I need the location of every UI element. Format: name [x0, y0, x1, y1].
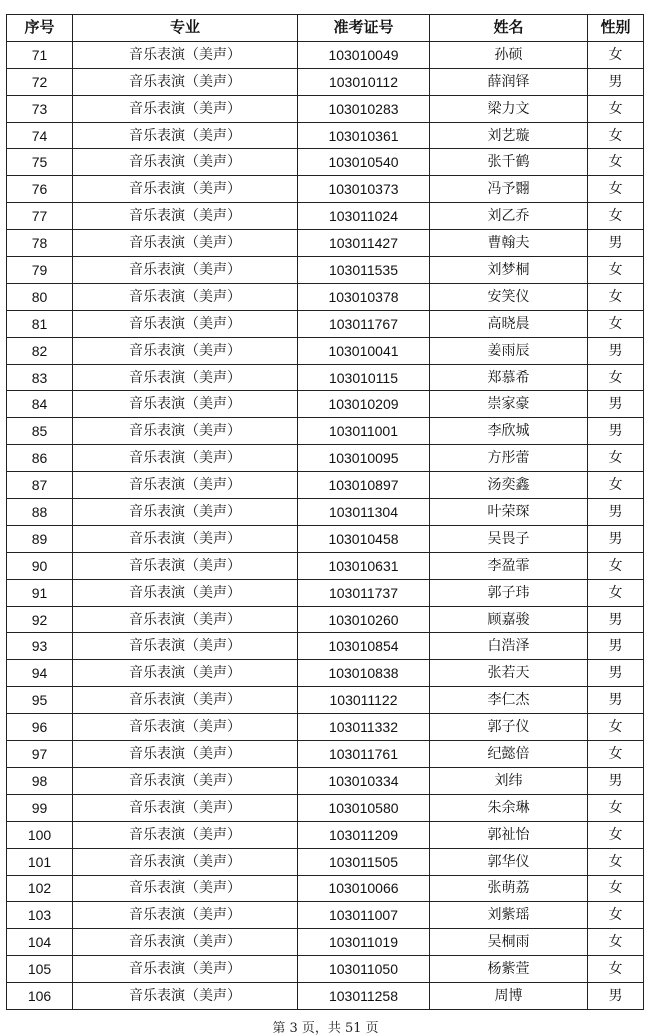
cell-major: 音乐表演（美声）	[73, 633, 298, 660]
cell-gender: 男	[588, 418, 644, 445]
table-row	[7, 579, 644, 606]
cell-major: 音乐表演（美声）	[73, 499, 298, 526]
cell-seq: 75	[7, 149, 73, 176]
cell-major: 音乐表演（美声）	[73, 283, 298, 310]
cell-exam-id: 103010373	[298, 176, 430, 203]
cell-gender: 男	[588, 68, 644, 95]
cell-major: 音乐表演（美声）	[73, 68, 298, 95]
table-body	[7, 41, 644, 1009]
cell-seq: 93	[7, 633, 73, 660]
cell-gender: 男	[588, 230, 644, 257]
table-row	[7, 983, 644, 1010]
cell-seq: 98	[7, 767, 73, 794]
cell-exam-id: 103010361	[298, 122, 430, 149]
cell-gender: 女	[588, 875, 644, 902]
table-row	[7, 499, 644, 526]
table-row	[7, 283, 644, 310]
cell-exam-id: 103011001	[298, 418, 430, 445]
cell-seq: 90	[7, 552, 73, 579]
cell-gender: 女	[588, 283, 644, 310]
cell-major: 音乐表演（美声）	[73, 687, 298, 714]
cell-seq: 76	[7, 176, 73, 203]
cell-seq: 82	[7, 337, 73, 364]
cell-gender: 女	[588, 364, 644, 391]
table-row	[7, 875, 644, 902]
cell-exam-id: 103010458	[298, 525, 430, 552]
cell-seq: 92	[7, 606, 73, 633]
cell-name: 刘纬	[430, 767, 588, 794]
cell-exam-id: 103011304	[298, 499, 430, 526]
cell-major: 音乐表演（美声）	[73, 95, 298, 122]
cell-seq: 102	[7, 875, 73, 902]
table-row	[7, 660, 644, 687]
cell-seq: 87	[7, 472, 73, 499]
cell-seq: 73	[7, 95, 73, 122]
cell-gender: 女	[588, 472, 644, 499]
cell-gender: 女	[588, 149, 644, 176]
cell-major: 音乐表演（美声）	[73, 794, 298, 821]
table-row	[7, 525, 644, 552]
table-row	[7, 310, 644, 337]
cell-name: 张萌荔	[430, 875, 588, 902]
cell-name: 高晓晨	[430, 310, 588, 337]
cell-major: 音乐表演（美声）	[73, 767, 298, 794]
cell-major: 音乐表演（美声）	[73, 41, 298, 68]
cell-gender: 男	[588, 499, 644, 526]
cell-major: 音乐表演（美声）	[73, 149, 298, 176]
cell-exam-id: 103010283	[298, 95, 430, 122]
cell-name: 杨紫萱	[430, 956, 588, 983]
cell-seq: 77	[7, 203, 73, 230]
table-row	[7, 337, 644, 364]
admission-list-table	[6, 14, 644, 1010]
cell-gender: 女	[588, 714, 644, 741]
cell-exam-id: 103010838	[298, 660, 430, 687]
cell-seq: 100	[7, 821, 73, 848]
cell-name: 朱余琳	[430, 794, 588, 821]
cell-name: 姜雨辰	[430, 337, 588, 364]
cell-major: 音乐表演（美声）	[73, 472, 298, 499]
cell-gender: 女	[588, 310, 644, 337]
header-major: 专业	[73, 15, 298, 42]
cell-name: 纪懿倍	[430, 741, 588, 768]
cell-major: 音乐表演（美声）	[73, 445, 298, 472]
cell-exam-id: 103011122	[298, 687, 430, 714]
cell-name: 孙硕	[430, 41, 588, 68]
cell-major: 音乐表演（美声）	[73, 257, 298, 284]
cell-major: 音乐表演（美声）	[73, 660, 298, 687]
cell-exam-id: 103010041	[298, 337, 430, 364]
cell-name: 周博	[430, 983, 588, 1010]
page-number-footer: 第 3 页，共 51 页	[272, 1021, 379, 1036]
cell-exam-id: 103011024	[298, 203, 430, 230]
cell-gender: 男	[588, 525, 644, 552]
cell-major: 音乐表演（美声）	[73, 956, 298, 983]
cell-exam-id: 103010095	[298, 445, 430, 472]
table-row	[7, 956, 644, 983]
cell-name: 梁力文	[430, 95, 588, 122]
cell-name: 李欣城	[430, 418, 588, 445]
cell-seq: 81	[7, 310, 73, 337]
cell-gender: 男	[588, 660, 644, 687]
cell-gender: 女	[588, 176, 644, 203]
table-row	[7, 445, 644, 472]
cell-name: 白浩泽	[430, 633, 588, 660]
cell-seq: 80	[7, 283, 73, 310]
table-row	[7, 848, 644, 875]
cell-major: 音乐表演（美声）	[73, 606, 298, 633]
cell-gender: 女	[588, 257, 644, 284]
cell-name: 曹翰夫	[430, 230, 588, 257]
cell-exam-id: 103010378	[298, 283, 430, 310]
cell-seq: 95	[7, 687, 73, 714]
cell-gender: 女	[588, 741, 644, 768]
table-row	[7, 902, 644, 929]
cell-name: 安笑仪	[430, 283, 588, 310]
table-row	[7, 418, 644, 445]
cell-major: 音乐表演（美声）	[73, 848, 298, 875]
cell-seq: 103	[7, 902, 73, 929]
table-row	[7, 633, 644, 660]
cell-major: 音乐表演（美声）	[73, 714, 298, 741]
cell-gender: 男	[588, 633, 644, 660]
cell-seq: 88	[7, 499, 73, 526]
cell-gender: 男	[588, 687, 644, 714]
cell-name: 郭子玮	[430, 579, 588, 606]
cell-seq: 86	[7, 445, 73, 472]
cell-name: 郭华仪	[430, 848, 588, 875]
cell-name: 刘梦桐	[430, 257, 588, 284]
cell-seq: 78	[7, 230, 73, 257]
cell-exam-id: 103010631	[298, 552, 430, 579]
table-row	[7, 821, 644, 848]
cell-gender: 女	[588, 552, 644, 579]
cell-name: 崇家豪	[430, 391, 588, 418]
cell-exam-id: 103011761	[298, 741, 430, 768]
cell-seq: 104	[7, 929, 73, 956]
cell-gender: 男	[588, 767, 644, 794]
cell-seq: 83	[7, 364, 73, 391]
cell-exam-id: 103011737	[298, 579, 430, 606]
header-exam-id: 准考证号	[298, 15, 430, 42]
cell-exam-id: 103010897	[298, 472, 430, 499]
cell-exam-id: 103011427	[298, 230, 430, 257]
header-seq: 序号	[7, 15, 73, 42]
table-row	[7, 257, 644, 284]
cell-gender: 女	[588, 956, 644, 983]
cell-gender: 女	[588, 794, 644, 821]
cell-gender: 女	[588, 579, 644, 606]
table-row	[7, 364, 644, 391]
cell-major: 音乐表演（美声）	[73, 821, 298, 848]
cell-seq: 94	[7, 660, 73, 687]
cell-seq: 99	[7, 794, 73, 821]
cell-major: 音乐表演（美声）	[73, 552, 298, 579]
cell-name: 张若天	[430, 660, 588, 687]
table-row	[7, 606, 644, 633]
cell-name: 刘乙乔	[430, 203, 588, 230]
cell-exam-id: 103010112	[298, 68, 430, 95]
cell-exam-id: 103011209	[298, 821, 430, 848]
table-row	[7, 687, 644, 714]
cell-gender: 女	[588, 122, 644, 149]
cell-gender: 女	[588, 929, 644, 956]
cell-exam-id: 103011050	[298, 956, 430, 983]
cell-name: 薛润铎	[430, 68, 588, 95]
cell-seq: 84	[7, 391, 73, 418]
cell-major: 音乐表演（美声）	[73, 418, 298, 445]
cell-seq: 106	[7, 983, 73, 1010]
cell-name: 刘紫瑶	[430, 902, 588, 929]
cell-exam-id: 103011007	[298, 902, 430, 929]
cell-gender: 女	[588, 95, 644, 122]
table-row	[7, 472, 644, 499]
cell-gender: 女	[588, 203, 644, 230]
cell-major: 音乐表演（美声）	[73, 902, 298, 929]
cell-exam-id: 103010209	[298, 391, 430, 418]
cell-seq: 91	[7, 579, 73, 606]
table-row	[7, 767, 644, 794]
table-row	[7, 714, 644, 741]
cell-seq: 105	[7, 956, 73, 983]
cell-major: 音乐表演（美声）	[73, 337, 298, 364]
cell-exam-id: 103010334	[298, 767, 430, 794]
cell-gender: 女	[588, 41, 644, 68]
table-row	[7, 794, 644, 821]
document-page	[6, 14, 643, 1010]
cell-gender: 男	[588, 983, 644, 1010]
cell-seq: 72	[7, 68, 73, 95]
cell-seq: 96	[7, 714, 73, 741]
table-row	[7, 929, 644, 956]
cell-gender: 男	[588, 606, 644, 633]
cell-name: 李盈霏	[430, 552, 588, 579]
cell-name: 顾嘉骏	[430, 606, 588, 633]
cell-exam-id: 103011767	[298, 310, 430, 337]
cell-major: 音乐表演（美声）	[73, 122, 298, 149]
cell-exam-id: 103010540	[298, 149, 430, 176]
cell-gender: 男	[588, 391, 644, 418]
table-row	[7, 68, 644, 95]
cell-name: 方彤蕾	[430, 445, 588, 472]
table-row	[7, 391, 644, 418]
cell-gender: 女	[588, 821, 644, 848]
cell-name: 张千鹤	[430, 149, 588, 176]
cell-name: 李仁杰	[430, 687, 588, 714]
cell-seq: 79	[7, 257, 73, 284]
cell-major: 音乐表演（美声）	[73, 203, 298, 230]
table-row	[7, 203, 644, 230]
cell-major: 音乐表演（美声）	[73, 391, 298, 418]
cell-exam-id: 103011258	[298, 983, 430, 1010]
cell-major: 音乐表演（美声）	[73, 741, 298, 768]
cell-seq: 85	[7, 418, 73, 445]
table-row	[7, 741, 644, 768]
cell-name: 郭子仪	[430, 714, 588, 741]
table-row	[7, 552, 644, 579]
cell-exam-id: 103010066	[298, 875, 430, 902]
cell-major: 音乐表演（美声）	[73, 579, 298, 606]
cell-name: 郑慕希	[430, 364, 588, 391]
cell-name: 郭祉怡	[430, 821, 588, 848]
cell-name: 叶荣琛	[430, 499, 588, 526]
cell-major: 音乐表演（美声）	[73, 364, 298, 391]
cell-exam-id: 103010115	[298, 364, 430, 391]
cell-exam-id: 103010854	[298, 633, 430, 660]
cell-exam-id: 103011505	[298, 848, 430, 875]
cell-name: 吴桐雨	[430, 929, 588, 956]
cell-exam-id: 103010049	[298, 41, 430, 68]
cell-name: 冯予翾	[430, 176, 588, 203]
cell-exam-id: 103010260	[298, 606, 430, 633]
cell-gender: 女	[588, 902, 644, 929]
table-row	[7, 230, 644, 257]
cell-seq: 101	[7, 848, 73, 875]
cell-exam-id: 103011535	[298, 257, 430, 284]
cell-exam-id: 103011332	[298, 714, 430, 741]
cell-gender: 女	[588, 445, 644, 472]
table-header-row	[7, 15, 644, 42]
header-name: 姓名	[430, 15, 588, 42]
cell-exam-id: 103010580	[298, 794, 430, 821]
cell-gender: 男	[588, 337, 644, 364]
table-row	[7, 41, 644, 68]
cell-name: 吴畏子	[430, 525, 588, 552]
cell-major: 音乐表演（美声）	[73, 983, 298, 1010]
cell-name: 汤奕鑫	[430, 472, 588, 499]
cell-major: 音乐表演（美声）	[73, 525, 298, 552]
cell-seq: 89	[7, 525, 73, 552]
cell-major: 音乐表演（美声）	[73, 310, 298, 337]
cell-seq: 97	[7, 741, 73, 768]
cell-gender: 女	[588, 848, 644, 875]
cell-seq: 74	[7, 122, 73, 149]
cell-major: 音乐表演（美声）	[73, 929, 298, 956]
cell-major: 音乐表演（美声）	[73, 230, 298, 257]
table-row	[7, 176, 644, 203]
cell-major: 音乐表演（美声）	[73, 176, 298, 203]
cell-major: 音乐表演（美声）	[73, 875, 298, 902]
cell-exam-id: 103011019	[298, 929, 430, 956]
table-row	[7, 149, 644, 176]
cell-name: 刘艺璇	[430, 122, 588, 149]
table-row	[7, 122, 644, 149]
cell-seq: 71	[7, 41, 73, 68]
header-gender: 性别	[588, 15, 644, 42]
table-row	[7, 95, 644, 122]
